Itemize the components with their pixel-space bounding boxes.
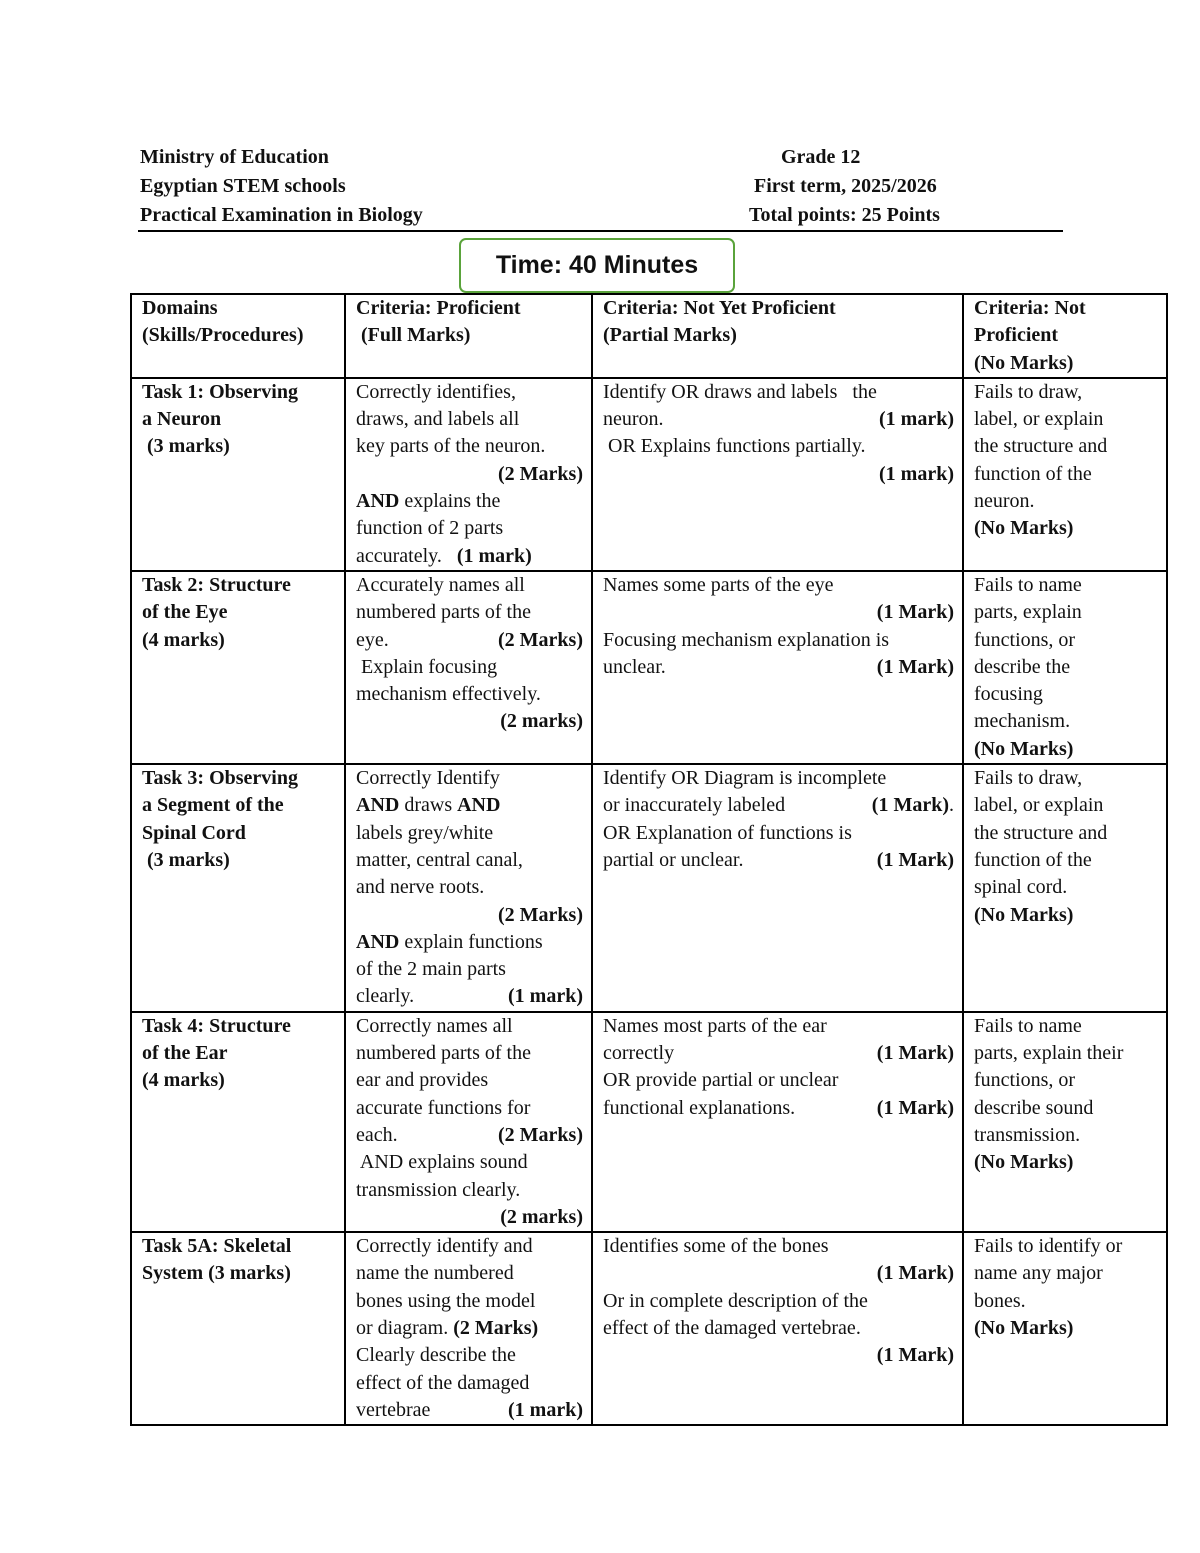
mark-label: (1 mark) xyxy=(508,1398,583,1421)
document-header xyxy=(140,143,1062,230)
mark-label: (2 Marks) xyxy=(498,462,583,485)
mark-label: (No Marks) xyxy=(974,1316,1074,1339)
not-proficient-cell: Fails to identify or name any major bones. (No Marks) xyxy=(963,1232,1167,1425)
table-row xyxy=(131,378,1167,571)
not-yet-cell: Identifies some of the bones (1 Mark) Or in complete description of the effect of the damaged vertebrae. (1 Mark) xyxy=(592,1232,963,1425)
rubric-table xyxy=(130,293,1168,1426)
not-yet-cell: Identify OR Diagram is incomplete or inaccurately labeled (1 Mark). OR Explanation of functions is partial or unclear. (1 Mark) xyxy=(592,764,963,1012)
not-yet-cell: Names some parts of the eye (1 Mark) Focusing mechanism explanation is unclear. (1 Mark) xyxy=(592,571,963,764)
table-header-row xyxy=(131,294,1167,378)
header-line-3 xyxy=(140,201,1062,230)
domain-cell: Task 3: Observing a Segment of the Spinal Cord (3 marks) xyxy=(131,764,345,1012)
not-yet-cell: Names most parts of the ear correctly (1 Mark) OR provide partial or unclear functional explanations. (1 Mark) xyxy=(592,1012,963,1232)
domain-cell: Task 4: Structure of the Ear (4 marks) xyxy=(131,1012,345,1232)
mark-label: (2 Marks) xyxy=(498,1123,583,1146)
proficient-cell: Correctly identify and name the numbered bones using the model or diagram. (2 Marks) Clearly describe the effect of the damaged vertebrae (1 mark) xyxy=(345,1232,592,1425)
header-line-1 xyxy=(140,143,1062,172)
domain-cell: Task 2: Structure of the Eye (4 marks) xyxy=(131,571,345,764)
mark-label: (2 Marks) xyxy=(453,1316,539,1339)
table-row xyxy=(131,1232,1167,1425)
not-proficient-cell: Fails to name parts, explain functions, or describe the focusing mechanism. (No Marks) xyxy=(963,571,1167,764)
mark-label: (2 marks) xyxy=(500,1205,583,1228)
header-line-2 xyxy=(140,172,1062,201)
proficient-cell: Correctly names all numbered parts of the ear and provides accurate functions for each. (2 Marks) AND explains sound transmission clearly. (2 marks) xyxy=(345,1012,592,1232)
mark-label: (No Marks) xyxy=(974,517,1074,540)
mark-label: (1 Mark) xyxy=(876,601,954,624)
not-yet-cell: Identify OR draws and labels the neuron. (1 mark) OR Explains functions partially. (1 mark) xyxy=(592,378,963,571)
domain-cell: Task 5A: Skeletal System (3 marks) xyxy=(131,1232,345,1425)
proficient-cell: Accurately names all numbered parts of the eye. (2 Marks) Explain focusing mechanism effectively. (2 marks) xyxy=(345,571,592,764)
table-row xyxy=(131,764,1167,1012)
mark-label: (1 mark) xyxy=(879,462,954,485)
mark-label: (No Marks) xyxy=(974,1151,1074,1174)
mark-label: (2 marks) xyxy=(500,710,583,733)
header-not-proficient: Criteria: Not Proficient (No Marks) xyxy=(963,294,1167,378)
not-proficient-cell: Fails to name parts, explain their functions, or describe sound transmission. (No Marks) xyxy=(963,1012,1167,1232)
not-proficient-cell: Fails to draw, label, or explain the structure and function of the neuron. (No Marks) xyxy=(963,378,1167,571)
mark-label: (1 mark) xyxy=(508,985,583,1008)
mark-label: (2 Marks) xyxy=(498,903,583,926)
mark-label: (2 Marks) xyxy=(498,628,583,651)
table-row xyxy=(131,571,1167,764)
not-proficient-cell: Fails to draw, label, or explain the structure and function of the spinal cord. (No Marks) xyxy=(963,764,1167,1012)
proficient-cell: Correctly identifies, draws, and labels all key parts of the neuron. (2 Marks) AND explains the function of 2 parts accurately. (1 mark) xyxy=(345,378,592,571)
proficient-cell: Correctly Identify AND draws AND labels grey/white matter, central canal, and nerve roots. (2 Marks) AND explain functions of the 2 main parts clearly. (1 mark) xyxy=(345,764,592,1012)
school-label: Egyptian STEM schools xyxy=(140,175,346,197)
exam-title: Practical Examination in Biology xyxy=(140,204,423,226)
header-not-yet-proficient: Criteria: Not Yet Proficient (Partial Marks) xyxy=(592,294,963,378)
mark-label: (1 Mark) xyxy=(871,794,949,817)
table-row xyxy=(131,1012,1167,1232)
domain-cell: Task 1: Observing a Neuron (3 marks) xyxy=(131,378,345,571)
ministry-label: Ministry of Education xyxy=(140,146,329,168)
mark-label: (1 Mark) xyxy=(876,655,954,678)
mark-label: (1 Mark) xyxy=(876,1262,954,1285)
mark-label: (1 Mark) xyxy=(876,1344,954,1367)
mark-label: (1 Mark) xyxy=(876,1096,954,1119)
mark-label: (1 Mark) xyxy=(876,1042,954,1065)
mark-label: (1 Mark) xyxy=(876,848,954,871)
total-points-label: Total points: 25 Points xyxy=(749,204,940,226)
mark-label: (No Marks) xyxy=(974,737,1074,760)
time-badge: Time: 40 Minutes xyxy=(459,238,735,293)
term-label: First term, 2025/2026 xyxy=(754,175,937,197)
mark-label: (1 mark) xyxy=(456,544,532,567)
mark-label: (No Marks) xyxy=(974,903,1074,926)
grade-label: Grade 12 xyxy=(781,146,861,168)
header-domains: Domains (Skills/Procedures) xyxy=(131,294,345,378)
header-divider xyxy=(138,230,1063,232)
header-proficient: Criteria: Proficient (Full Marks) xyxy=(345,294,592,378)
mark-label: (1 mark) xyxy=(879,408,954,431)
